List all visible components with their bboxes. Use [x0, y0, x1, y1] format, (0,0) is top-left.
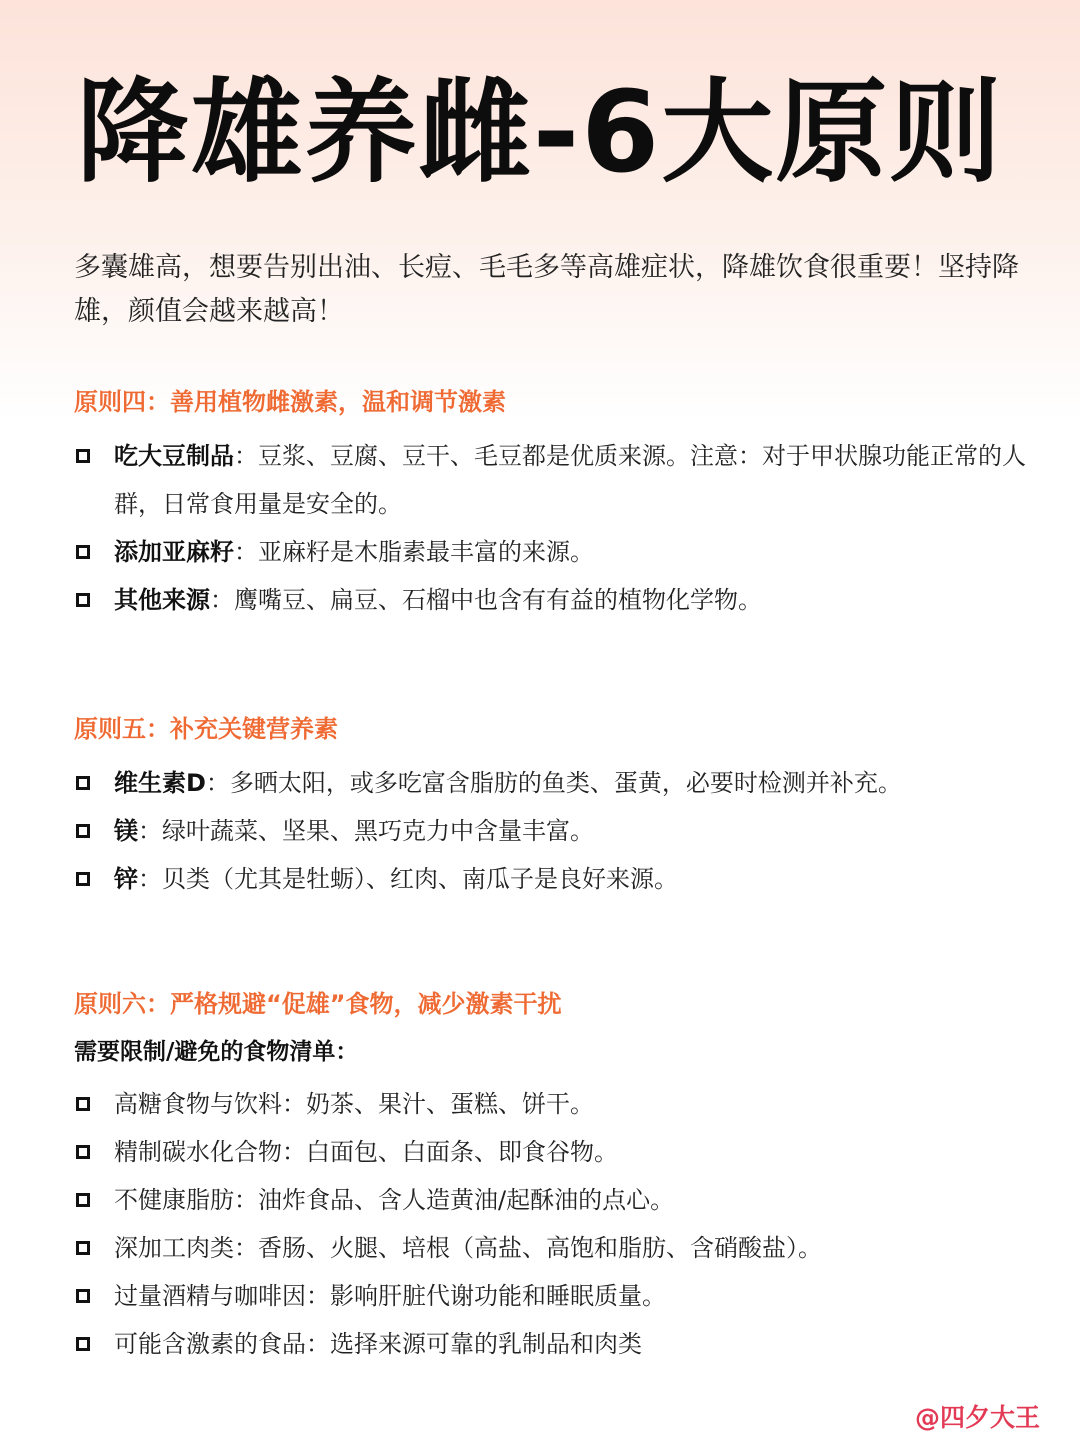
checkbox-icon — [76, 776, 90, 790]
checklist-item — [74, 528, 1040, 576]
item-text: 精制碳水化合物：白面包、白面条、即食谷物。 — [114, 1138, 618, 1166]
section-heading: 原则六：严格规避“促雄”食物，减少激素干扰 — [74, 990, 562, 1018]
item-text: 过量酒精与咖啡因：影响肝脏代谢功能和睡眠质量。 — [114, 1282, 666, 1310]
checklist-item — [74, 1176, 1040, 1224]
checklist-item — [74, 1224, 1040, 1272]
item-term: 吃大豆制品 — [114, 442, 234, 470]
checkbox-icon — [76, 545, 90, 559]
checkbox-icon — [76, 872, 90, 886]
section-principle-5 — [74, 711, 1040, 903]
checklist-item — [74, 807, 1040, 855]
item-term: 锌 — [114, 865, 138, 893]
food-list-subheading: 需要限制/避免的食物清单： — [74, 1039, 359, 1065]
item-term: 添加亚麻籽 — [114, 538, 234, 566]
checkbox-icon — [76, 1145, 90, 1159]
page-title: 降雄养雌-6大原则 — [76, 68, 1004, 198]
checklist-item — [74, 855, 1040, 903]
checkbox-icon — [76, 1337, 90, 1351]
section-principle-4 — [74, 384, 1040, 624]
item-text: 可能含激素的食品：选择来源可靠的乳制品和肉类 — [114, 1330, 642, 1358]
item-text: 高糖食物与饮料：奶茶、果汁、蛋糕、饼干。 — [114, 1090, 594, 1118]
checklist-item — [74, 759, 1040, 807]
item-text: ：贝类（尤其是牡蛎）、红肉、南瓜子是良好来源。 — [138, 865, 678, 893]
checkbox-icon — [76, 593, 90, 607]
intro-paragraph: 多囊雄高，想要告别出油、长痘、毛毛多等高雄症状，降雄饮食很重要！坚持降雄，颜值会越来越高！ — [74, 252, 1019, 327]
item-text: ：多晒太阳，或多吃富含脂肪的鱼类、蛋黄，必要时检测并补充。 — [205, 769, 902, 797]
checklist-item — [74, 432, 1040, 528]
checklist-item — [74, 1128, 1040, 1176]
item-term: 维生素D — [114, 769, 206, 797]
checkbox-icon — [76, 824, 90, 838]
item-text: ：亚麻籽是木脂素最丰富的来源。 — [234, 538, 594, 566]
checkbox-icon — [76, 1289, 90, 1303]
item-text: ：豆浆、豆腐、豆干、毛豆都是优质来源。注意：对于甲状腺功能正常的人群，日常食用量是安全的。 — [114, 442, 1026, 518]
item-text: ：绿叶蔬菜、坚果、黑巧克力中含量丰富。 — [138, 817, 594, 845]
section-principle-6 — [74, 986, 1040, 1368]
checklist-item — [74, 1080, 1040, 1128]
checklist-item — [74, 576, 1040, 624]
checkbox-icon — [76, 449, 90, 463]
item-term: 其他来源 — [114, 586, 210, 614]
item-text: 深加工肉类：香肠、火腿、培根（高盐、高饱和脂肪、含硝酸盐）。 — [114, 1234, 822, 1262]
checkbox-icon — [76, 1193, 90, 1207]
checklist-item — [74, 1272, 1040, 1320]
checkbox-icon — [76, 1097, 90, 1111]
author-watermark: @四夕大王 — [914, 1403, 1040, 1432]
item-term: 镁 — [114, 817, 138, 845]
checklist-item — [74, 1320, 1040, 1368]
section-heading: 原则四：善用植物雌激素，温和调节激素 — [74, 388, 506, 416]
checkbox-icon — [76, 1241, 90, 1255]
section-heading: 原则五：补充关键营养素 — [74, 715, 338, 743]
item-text: 不健康脂肪：油炸食品、含人造黄油/起酥油的点心。 — [114, 1186, 675, 1214]
item-text: ：鹰嘴豆、扁豆、石榴中也含有有益的植物化学物。 — [210, 586, 762, 614]
